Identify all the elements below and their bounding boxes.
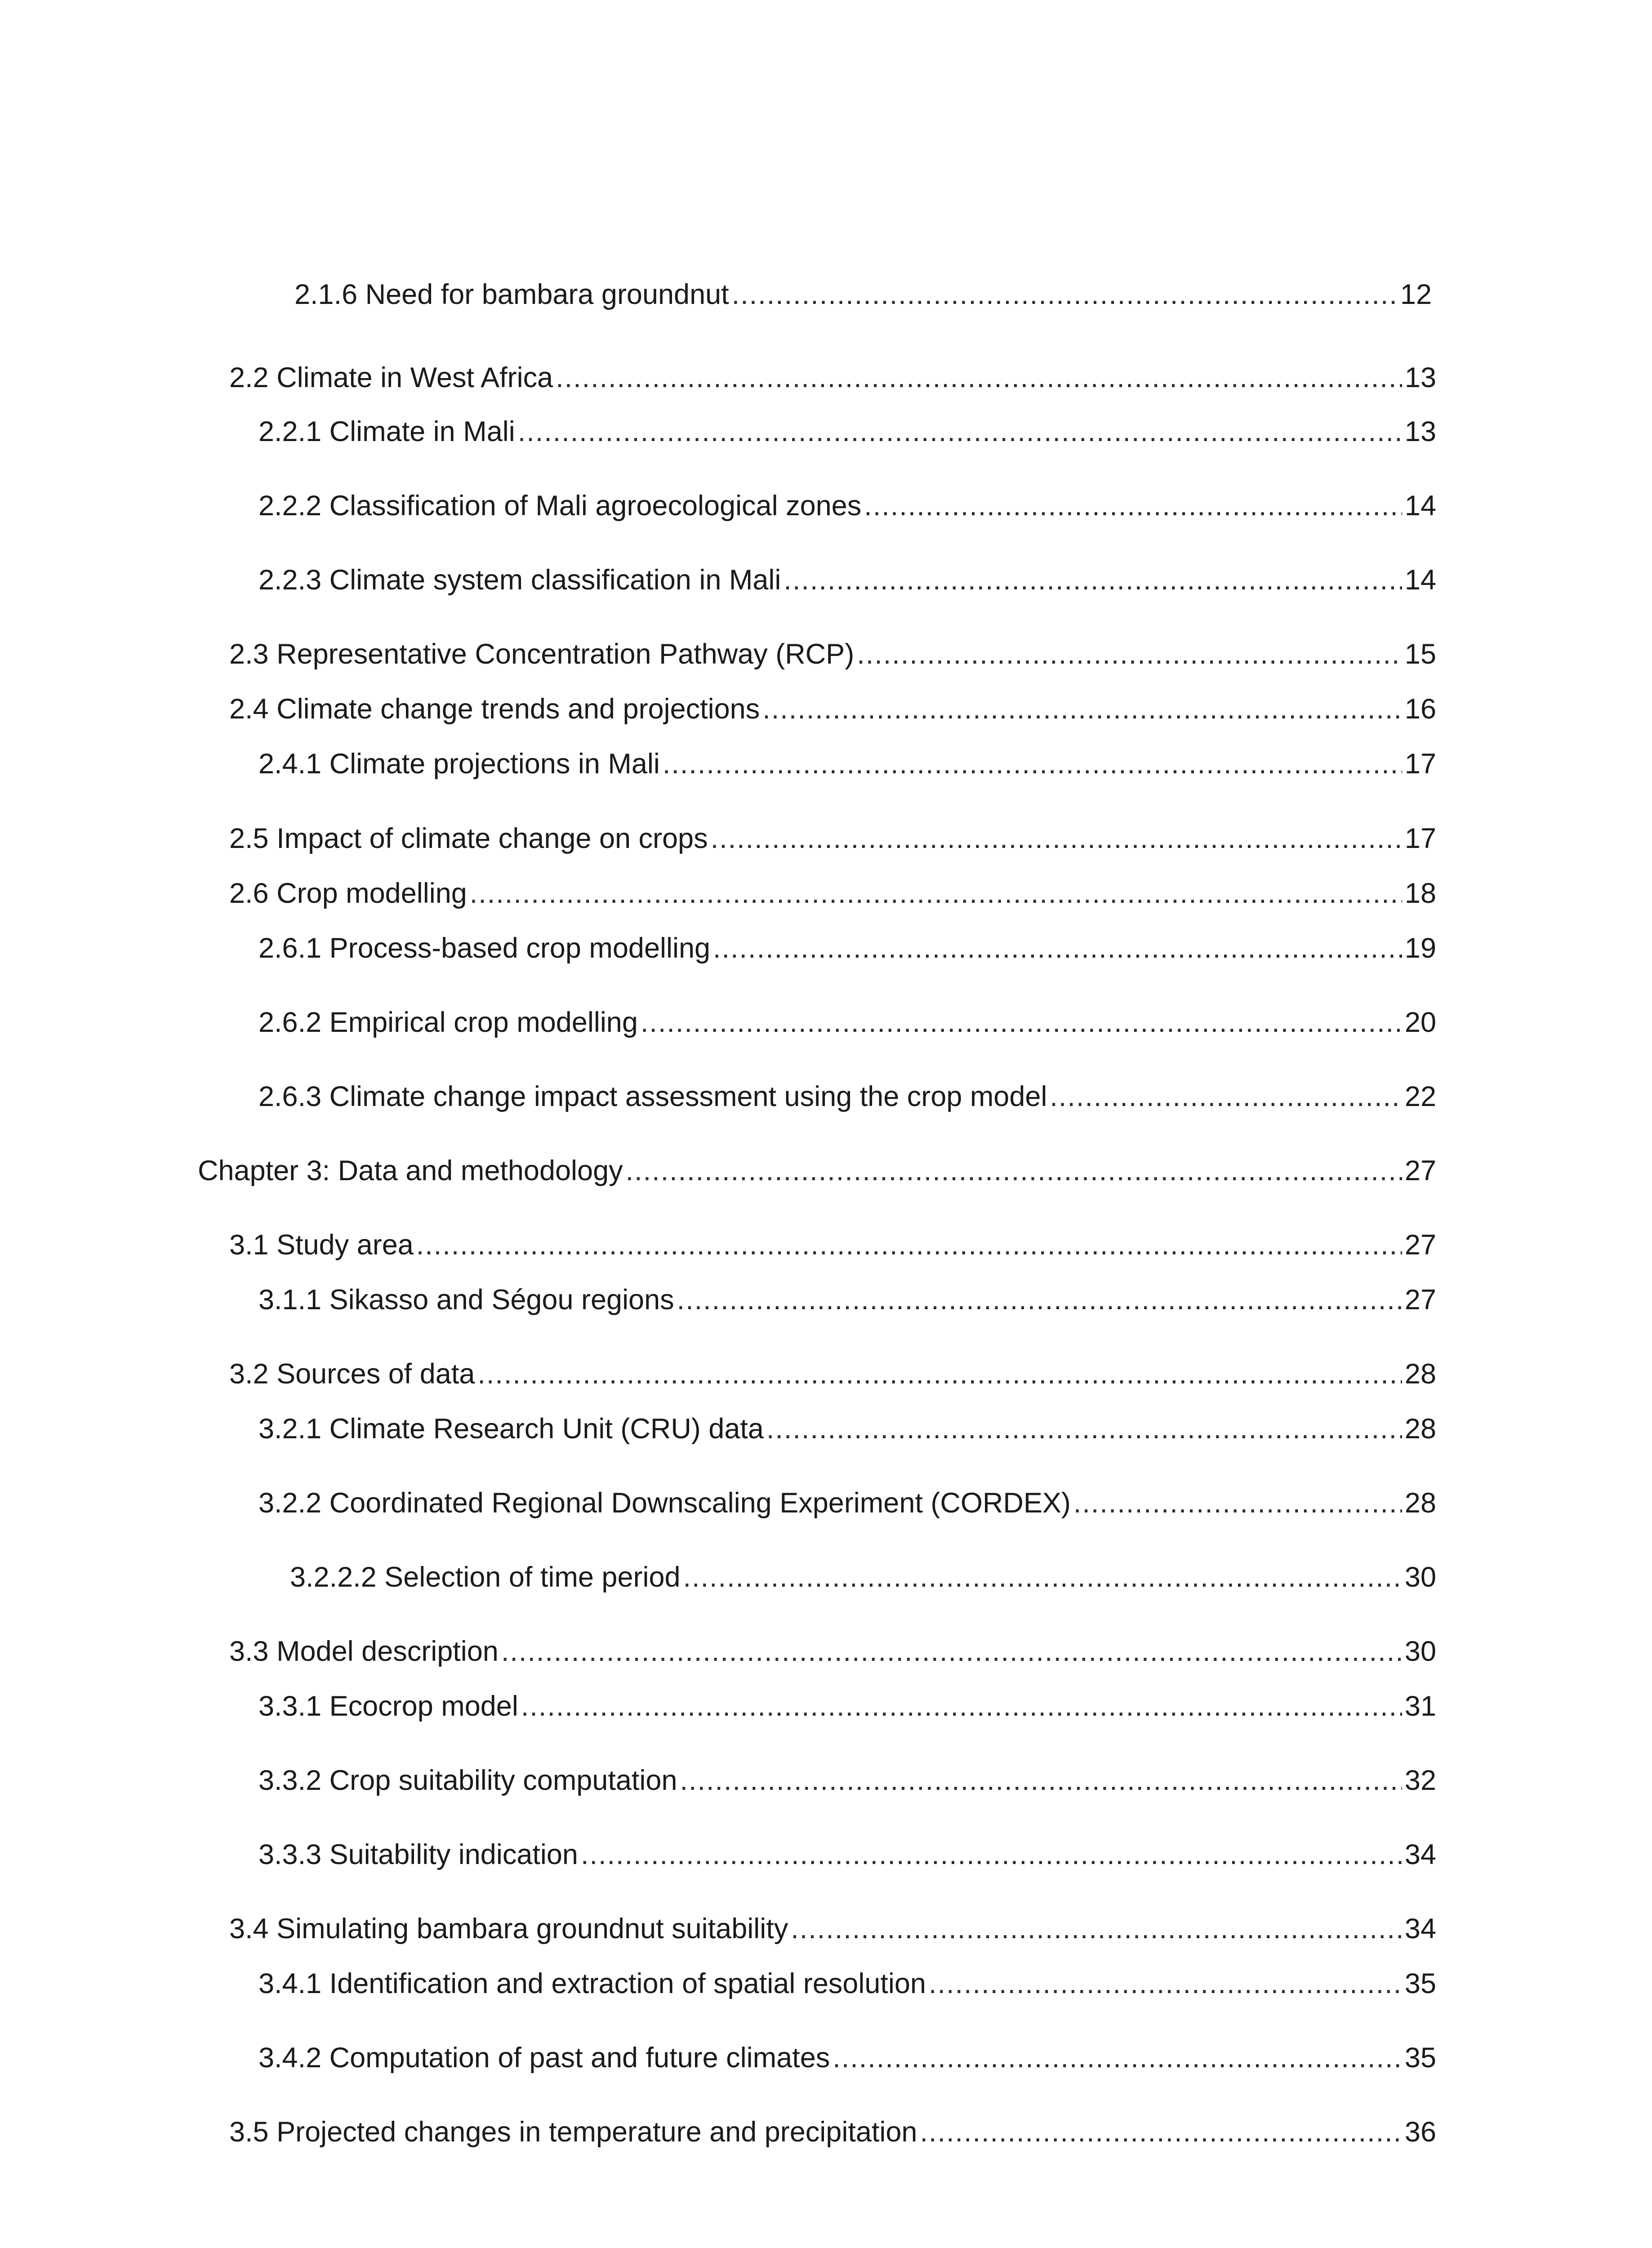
toc-entry <box>229 875 1436 911</box>
toc-entry-title: 2.6.1 Process-based crop modelling <box>258 932 711 964</box>
toc-entry-page: 14 <box>1404 564 1436 596</box>
toc-entry-title: 2.1.6 Need for bambara groundnut <box>294 279 729 310</box>
toc-entry-title: 2.2 Climate in West Africa <box>229 362 553 393</box>
toc-entry <box>229 1633 1436 1669</box>
toc-entry <box>229 360 1436 396</box>
toc-entry-page: 13 <box>1404 362 1436 393</box>
toc-entry <box>258 414 1436 450</box>
toc-entry <box>258 1966 1436 2002</box>
toc-entry <box>258 1762 1436 1798</box>
toc-entry-title: 2.6.3 Climate change impact assessment using the crop model <box>258 1081 1047 1112</box>
toc-entry-page: 35 <box>1404 2042 1436 2074</box>
dot-leader <box>1050 1079 1402 1115</box>
toc-entry-title: 3.3.1 Ecocrop model <box>258 1690 518 1722</box>
toc-entry-page: 22 <box>1404 1081 1436 1112</box>
toc-entry <box>258 1282 1436 1318</box>
toc-entry <box>258 2040 1436 2076</box>
toc-entry-title: 2.3 Representative Concentration Pathway (RCP) <box>229 638 855 670</box>
toc-entry-title: 3.5 Projected changes in temperature and precipitation <box>229 2116 917 2148</box>
toc-entry <box>258 746 1436 782</box>
toc-entry <box>229 1911 1436 1947</box>
toc-entry-title: 3.2.1 Climate Research Unit (CRU) data <box>258 1413 764 1445</box>
toc-entry-title: 3.3 Model description <box>229 1636 499 1667</box>
toc-entry-page: 13 <box>1404 416 1436 447</box>
toc-entry <box>229 1227 1436 1263</box>
toc-entry-title: 3.4.1 Identification and extraction of spatial resolution <box>258 1968 926 1999</box>
dot-leader <box>470 875 1402 911</box>
dot-leader <box>677 1282 1402 1318</box>
toc-entry-page: 36 <box>1404 2116 1436 2148</box>
toc-entry-page: 28 <box>1404 1487 1436 1519</box>
toc-entry-page: 30 <box>1404 1636 1436 1667</box>
toc-entry-title: 3.3.3 Suitability indication <box>258 1839 578 1870</box>
toc-entry-title: 2.2.3 Climate system classification in Mali <box>258 564 781 596</box>
dot-leader <box>766 1411 1402 1447</box>
toc-entry <box>258 1004 1436 1040</box>
toc-entry-title: 2.2.1 Climate in Mali <box>258 416 515 447</box>
toc-entry <box>229 691 1436 727</box>
toc-entry <box>229 821 1436 856</box>
toc-entry <box>258 562 1436 598</box>
toc-entry-title: Chapter 3: Data and methodology <box>198 1155 623 1186</box>
toc-entry <box>198 1153 1436 1189</box>
dot-leader <box>581 1837 1402 1873</box>
dot-leader <box>1073 1485 1402 1521</box>
toc-entry-title: 3.2 Sources of data <box>229 1358 475 1390</box>
dot-leader <box>713 930 1402 966</box>
toc-entry-page: 27 <box>1404 1229 1436 1261</box>
toc-entry-page: 28 <box>1404 1413 1436 1445</box>
toc-entry-page: 20 <box>1404 1007 1436 1038</box>
toc-entry <box>258 488 1436 524</box>
toc-entry-title: 3.2.2.2 Selection of time period <box>290 1561 681 1593</box>
dot-leader <box>920 2114 1402 2150</box>
toc-entry-page: 32 <box>1404 1765 1436 1796</box>
toc-entry-page: 27 <box>1404 1284 1436 1316</box>
dot-leader <box>711 821 1402 856</box>
toc-entry-title: 2.6.2 Empirical crop modelling <box>258 1007 638 1038</box>
toc-entry-page: 34 <box>1404 1913 1436 1945</box>
dot-leader <box>501 1633 1402 1669</box>
toc-entry-page: 34 <box>1404 1839 1436 1870</box>
toc-entry <box>258 1688 1436 1724</box>
toc-entry-page: 35 <box>1404 1968 1436 1999</box>
toc-entry <box>258 1485 1436 1521</box>
toc-entry-title: 3.1 Study area <box>229 1229 414 1261</box>
toc-entry-title: 2.6 Crop modelling <box>229 878 467 909</box>
toc-entry <box>258 1079 1436 1115</box>
toc-entry <box>294 277 1432 312</box>
toc-entry-page: 19 <box>1404 932 1436 964</box>
toc-entry-page: 31 <box>1404 1690 1436 1722</box>
dot-leader <box>663 746 1402 782</box>
toc-entry-title: 2.4 Climate change trends and projections <box>229 693 760 725</box>
toc-entry-page: 27 <box>1404 1155 1436 1186</box>
dot-leader <box>416 1227 1402 1263</box>
toc-entry-page: 18 <box>1404 878 1436 909</box>
toc-entry-page: 17 <box>1404 748 1436 780</box>
dot-leader <box>762 691 1402 727</box>
dot-leader <box>521 1688 1402 1724</box>
dot-leader <box>864 488 1402 524</box>
dot-leader <box>833 2040 1402 2076</box>
dot-leader <box>732 277 1398 312</box>
dot-leader <box>929 1966 1402 2002</box>
toc-entry-title: 3.4.2 Computation of past and future climates <box>258 2042 830 2074</box>
toc-entry-title: 3.2.2 Coordinated Regional Downscaling Experiment (CORDEX) <box>258 1487 1071 1519</box>
toc-entry-title: 2.5 Impact of climate change on crops <box>229 823 708 854</box>
toc-entry-page: 28 <box>1404 1358 1436 1390</box>
toc-entry <box>258 1837 1436 1873</box>
toc-entry-title: 3.3.2 Crop suitability computation <box>258 1765 677 1796</box>
toc-entry-page: 14 <box>1404 490 1436 522</box>
toc-entry-title: 2.4.1 Climate projections in Mali <box>258 748 660 780</box>
toc-entry <box>229 2114 1436 2150</box>
toc-entry <box>290 1559 1436 1595</box>
toc-entry-title: 3.4 Simulating bambara groundnut suitability <box>229 1913 788 1945</box>
dot-leader <box>626 1153 1402 1189</box>
dot-leader <box>641 1004 1402 1040</box>
toc-entry-page: 17 <box>1404 823 1436 854</box>
dot-leader <box>477 1356 1402 1392</box>
toc-entry-page: 12 <box>1400 279 1432 310</box>
toc-entry <box>258 1411 1436 1447</box>
dot-leader <box>791 1911 1402 1947</box>
toc-entry <box>258 930 1436 966</box>
toc-entry <box>229 1356 1436 1392</box>
dot-leader <box>857 636 1402 672</box>
toc-entry-page: 16 <box>1404 693 1436 725</box>
toc-entry <box>229 636 1436 672</box>
toc-entry-page: 15 <box>1404 638 1436 670</box>
dot-leader <box>556 360 1402 396</box>
dot-leader <box>784 562 1402 598</box>
dot-leader <box>518 414 1402 450</box>
toc-entry-page: 30 <box>1404 1561 1436 1593</box>
dot-leader <box>680 1762 1402 1798</box>
dot-leader <box>683 1559 1402 1595</box>
toc-entry-title: 3.1.1 Sikasso and Ségou regions <box>258 1284 674 1316</box>
toc-entry-title: 2.2.2 Classification of Mali agroecological zones <box>258 490 862 522</box>
